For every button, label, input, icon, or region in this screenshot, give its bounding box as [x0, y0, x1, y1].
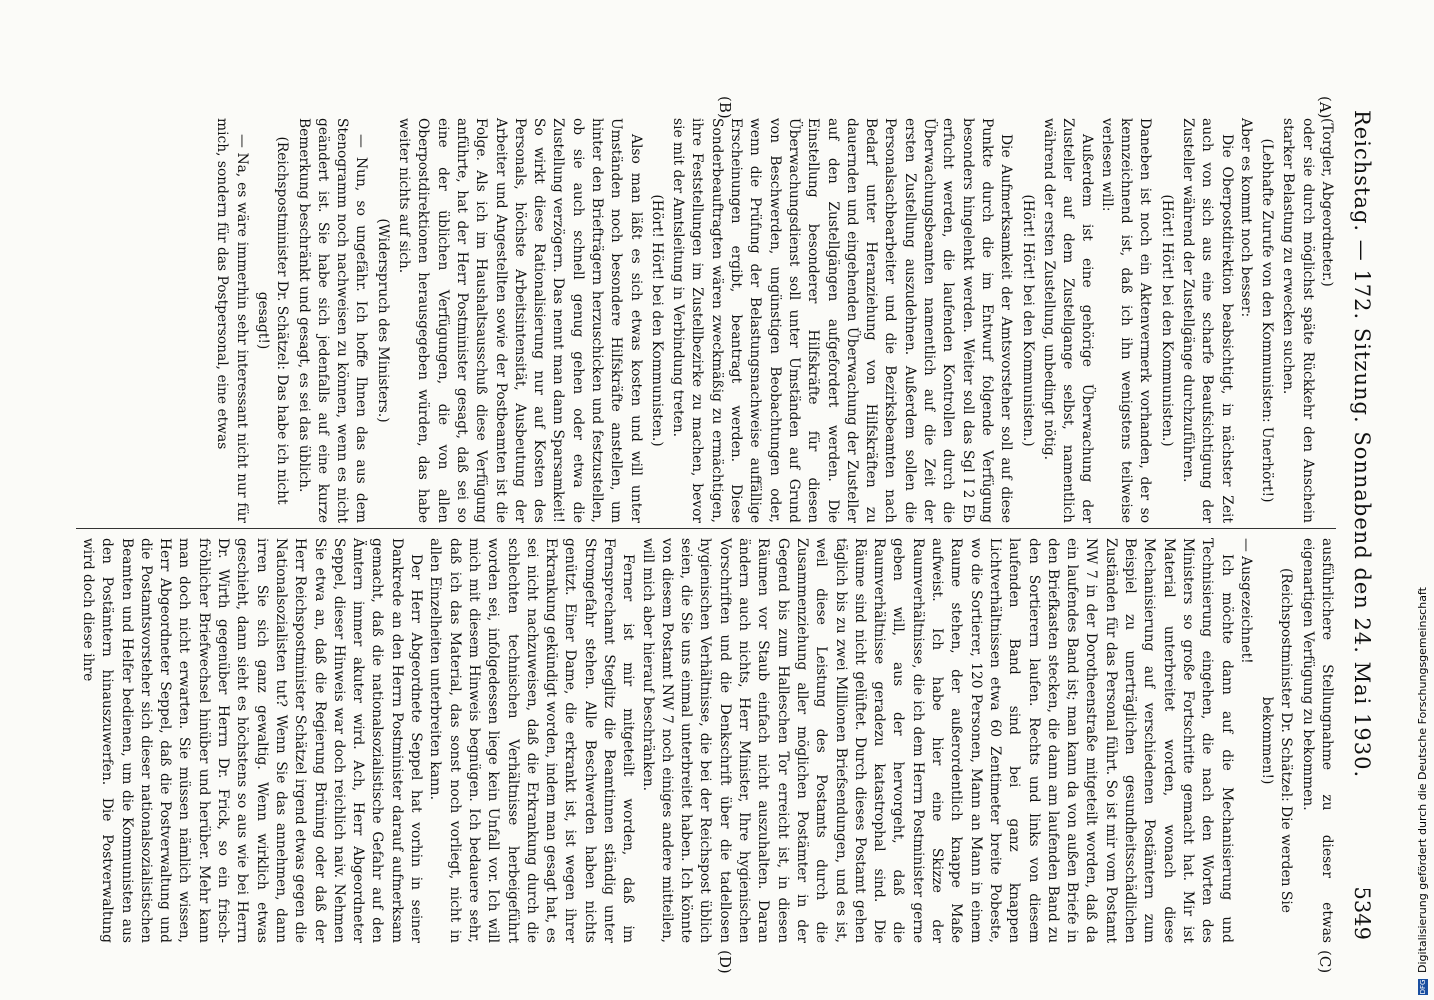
interjection: (Hört! Hört! bei den Kommunisten.): [1158, 194, 1175, 447]
paragraph: Die Oberpostdirektion beabsichtigt, in nächster Zeit auch von sich aus eine scharfe Beaufsichtigung der Zusteller während der Zustellgänge durchzuführen.: [1179, 118, 1235, 523]
paragraph: ausführlichere Stellungnahme zu dieser etwas eigenartigen Verfügung zu bekommen.: [1299, 538, 1335, 943]
paragraph: oder sie durch möglichst späte Rückkehr den Anschein starker Belastung zu erwecken suchen.: [1280, 118, 1316, 523]
credit-text: Digitalisierung gefördert durch die Deutsche Forschungsgemeinschaft: [1416, 587, 1429, 973]
margin-letter-c: (C): [1316, 950, 1334, 974]
paragraph: — Nun, so ungefähr. Ich hoffe Ihnen das aus dem Stenogramm noch nachweisen zu können, wenn es nicht geändert ist. Sie habe sich jedenfalls auf eine kurze Bemerkung beschränkt und gesagt, es sei das üblich.: [295, 118, 370, 523]
page-number: 5349: [1350, 886, 1374, 940]
digitisation-credit: [1416, 375, 1432, 995]
paragraph: Aber es kommt noch besser:: [1237, 118, 1254, 318]
interjection: (Reichspostminister Dr. Schätzel: Die werden Sie bekommen!): [1259, 568, 1295, 913]
interjection: (Hört! Hört! bei den Kommunisten.): [648, 194, 665, 447]
interjection: (Widerspruch des Ministers.): [374, 218, 391, 423]
paragraph: Ferner ist mir mitgeteilt worden, daß im Fernsprechamt Steglitz die Beamtinnen ständig unter Stromgefahr stehen. Alle Beschwerden haben nichts genützt. Einer Dame, die erkrankt ist, ist wegen ihrer Erkrankung gekündigt worden, indem man gesagt hat, es sei nicht nachzuweisen, daß die Erkrankung durch die schlechten technischen Verhältnisse herbeigeführt worden sei, infolgedessen liege kein Unfall vor. Ich will mich mit diesem Hinweis begnügen. Ich bedauere sehr, daß ich das Material, das sonst noch vorliegt, nicht in allen Einzelheiten unterbreiten kann.: [427, 538, 637, 943]
interjection: (Reichspostminister Dr. Schätzel: Das habe ich nicht gesagt!): [254, 136, 291, 505]
margin-letter-a: (A): [1316, 96, 1334, 119]
header-title: Reichstag. — 172. Sitzung. Sonnabend den 24. Mai 1930.: [1350, 110, 1374, 779]
dfg-logo: DFG: [1419, 979, 1427, 995]
paragraph: — Na, es wäre immerhin sehr interessant nicht nur für mich, sondern für das Postpersonal, eine etwas: [214, 118, 250, 523]
paragraph: Also man läßt es sich etwas kosten und will unter Umständen noch besondere Hilfskräfte anstellen, um hinter den Briefträgern herzuschicken und festzustellen, ob sie auch schnell genug gehen oder etwa die Zustellung verzögern. Das nennt man dann Sparsamkeit! So wirkt diese Rationalisierung nur auf Kosten des Personals, höchste Arbeitsintensität, Ausbeutung der Arbeiter und Angestellten sowie der Postbeamten ist die Folge. Als ich im Haushaltsausschuß diese Verfügung anführte, hat der Herr Postminister gesagt, daß sei so eine der üblichen Verfügungen, die von allen Oberpostdirektionen herausgegeben würden, das habe weiter nichts auf sich.: [396, 118, 644, 523]
interjection: (Hört! Hört! bei den Kommunisten.): [1019, 194, 1036, 447]
paragraph: Der Herr Abgeordnete Seppel hat vorhin in seiner Dankrede an den Herrn Postminister darauf aufmerksam gemacht, daß die nationalsozialistische Gefahr auf den Ämtern immer akuter wird. Ach, Herr Abgeordneter Seppel, dieser Hinweis war doch reichlich naiv. Nehmen Sie etwa an, daß die Regierung Brüning oder daß der Herr Reichspostminister Schätzel irgend etwas gegen die Nationalsozialisten tut? Wenn Sie das annehmen, dann irren Sie sich ganz gewaltig. Wenn wirklich etwas geschieht, dann sieht es höchstens so aus wie bei Herrn Dr. Wirth gegenüber Herrn Dr. Frick, so ein frisch-fröhlicher Briefwechsel hinüber und herüber. Mehr kann man doch nicht erwarten. Sie müssen nämlich wissen, Herr Abgeordneter Seppel, daß die Postverwaltung und die Postamtsvorsteher sich dieser nationalsozialistischen Beamten und Helfer bedienen, um die Kommunisten aus den Postämtern hinauszuwerfen. Die Postverwaltung wird doch diese ihre: [80, 538, 425, 943]
right-column: [78, 538, 1336, 943]
paragraph: (Torgler, Abgeordneter.): [1319, 118, 1335, 287]
interjection: (Lebhafte Zurufe von den Kommunisten: Unerhört!): [1259, 138, 1276, 503]
paragraph: Außerdem ist eine gehörige Überwachung der Zusteller auf dem Zustellgange selbst, namentlich während der ersten Zustellung, unbedingt nötig.: [1040, 118, 1096, 523]
margin-letter-b: (B): [716, 96, 734, 119]
paragraph: — Ausgezeichnet!: [1237, 538, 1254, 664]
paragraph: Daneben ist noch ein Aktenvermerk vorhanden, der so kennzeichnend ist, daß ich ihn wenigstens teilweise verlesen will:: [1098, 118, 1154, 523]
paragraph: Die Aufmerksamkeit der Amtsvorsteher soll auf diese Punkte durch die im Entwurf folgende Verfügung besonders hingelenkt werden. Weiter soll das Sgl I 2 Eb erfucht werden, die laufenden Kontrollen durch die Überwachungsbeamten namentlich auf die Zeit der ersten Zustellung auszudehnen. Außerdem sollen die Personalsachbearbeiter und die Bezirksbeamten nach Bedarf unter Heranziehung von Hilfskräften zu dauernden und eingehenden Überwachung der Zusteller auf den Zustellgängen aufgefordert werden. Die Einstellung besonderer Hilfskräfte für diesen Überwachungsdienst soll unter Umständen auf Grund von Beschwerden, ungünstigen Beobachtungen oder, wenn die Prüfung der Belastungsnachweise auffällige Erscheinungen ergibt, beantragt werden. Diese Sonderbeauftragten wären zweckmäßig zu ermächtigen, ihre Feststellungen im Zustellbezirke zu machen, bevor sie mit der Amtsleitung in Verbindung treten.: [670, 118, 1015, 523]
column-divider: [76, 528, 1336, 529]
paragraph: Ich möchte dann auf die Mechanisierung und Technisierung eingehen, die nach den Worten des Ministers so große Fortschritte gemacht hat. Mir ist Material unterbreitet worden, wonach diese Mechanisierung auf verschiedenen Postämtern zum Beispiel zu unerträglichen gesundheitsschädlichen Zuständen für das Personal führt. So ist mir vom Postamt NW 7 in der Dorotheenstraße mitgeteilt worden, daß da ein laufendes Band ist; man kann da von außen Briefe in den Briefkasten stecken, die dann am laufenden Band zu den Sortierern laufen. Rechts und links von diesem laufenden Band sind bei ganz knappen Lichtverhältnissen etwa 60 Zentimeter breite Pobeste, wo die Sortierer, 120 Personen, Mann an Mann in einem Raume stehen, der außerordentlich knappe Maße aufweist. Ich habe hier eine Skizze der Raumverhältnisse, die ich dem Herrn Postminister gerne geben will, aus der hervorgeht, daß die Raumverhältnisse geradezu katastrophal sind. Die Räume sind nicht gelüftet. Durch dieses Postamt gehen täglich bis zu zwei Millionen Briefsendungen, und es ist, weil diese Leistung des Postamts durch die Zusammenziehung aller möglichen Postämter in der Gegend bis zum Halleschen Tor erreicht ist, in diesen Räumen vor Staub einfach nicht auszuhalten. Daran ändern auch nichts, Herr Minister, Ihre hygienischen Vorschriften und die Denkschrift über die tadellosen hygienischen Verhältnisse, die bei der Reichspost üblich seien, die Sie uns einmal unterbreitet haben. Ich könnte von diesem Postamt NW 7 noch einiges andere mitteilen, will mich aber hierauf beschränken.: [639, 538, 1235, 943]
page-header: [1344, 110, 1374, 940]
margin-letter-d: (D): [716, 950, 734, 974]
left-column: [212, 118, 1336, 523]
